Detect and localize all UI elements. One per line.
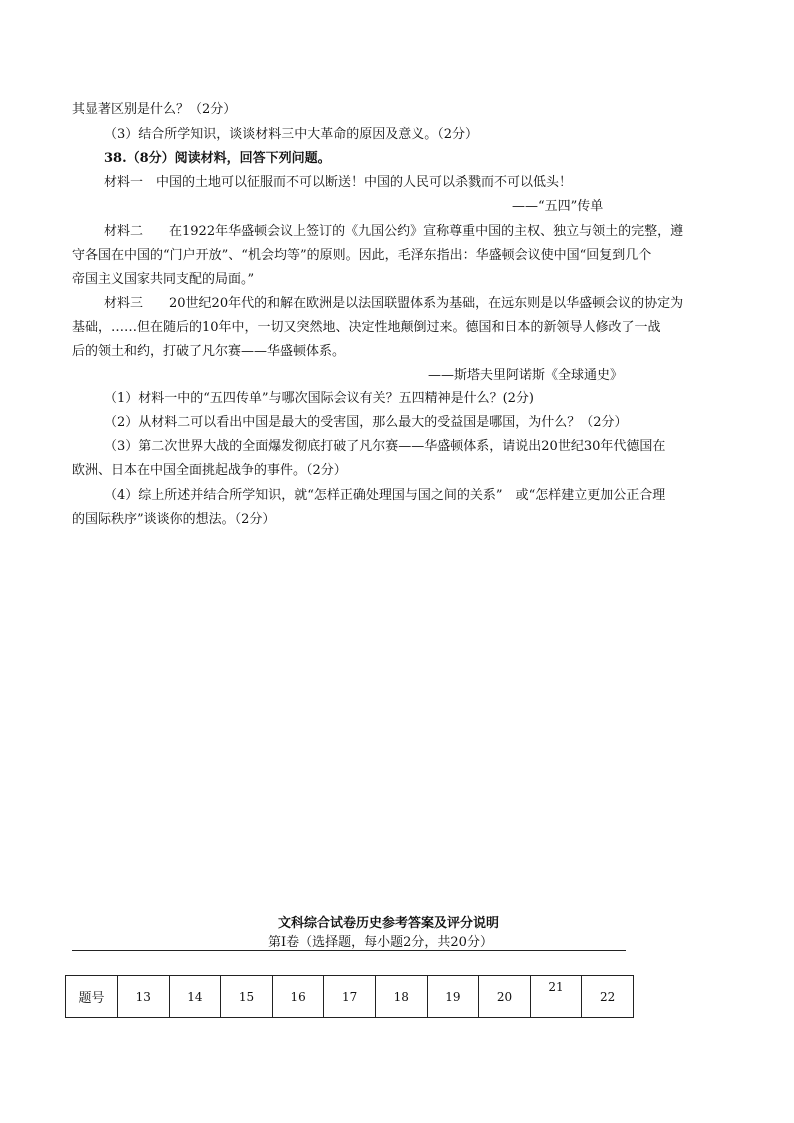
table-cell: 21 <box>530 976 582 1018</box>
answer-title: 文科综合试卷历史参考答案及评分说明 <box>278 916 500 931</box>
material-text: 材料二 在1922年华盛顿会议上签订的《九国公约》宣称尊重中国的主权、独立与领土的完整，遵 <box>104 224 684 239</box>
table-cell: 20 <box>479 976 531 1018</box>
question-text: （1）材料一中的“五四传单”与哪次国际会议有关？五四精神是什么？(2分) <box>104 391 534 406</box>
table-header-cell: 题号 <box>66 976 118 1018</box>
material-text: 帝国主义国家共同支配的局面。” <box>72 272 255 287</box>
question-text: 欧洲、日本在中国全面挑起战争的事件。（2分） <box>72 463 347 478</box>
answer-table <box>65 975 634 1018</box>
question-text: 的国际秩序”谈谈你的想法。（2分） <box>72 512 276 527</box>
table-cell: 13 <box>118 976 170 1018</box>
question-text: （3）结合所学知识，谈谈材料三中大革命的原因及意义。（2分） <box>104 127 479 142</box>
question-text: （3）第二次世界大战的全面爆发彻底打破了凡尔赛——华盛顿体系，请说出20世纪30年代德国在 <box>104 439 666 454</box>
material-text: 基础，……但在随后的10年中，一切又突然地、决定性地颠倒过来。德国和日本的新领导人修改了一战 <box>72 320 661 335</box>
table-cell: 16 <box>272 976 324 1018</box>
material-source: ——“五四”传单 <box>512 199 604 214</box>
table-cell: 17 <box>324 976 376 1018</box>
table-cell: 19 <box>427 976 479 1018</box>
table-row <box>66 976 634 1018</box>
question-text: （2）从材料二可以看出中国是最大的受害国，那么最大的受益国是哪国，为什么？（2分） <box>104 415 628 430</box>
material-text: 材料三 20世纪20年代的和解在欧洲是以法国联盟体系为基础，在远东则是以华盛顿会议的协定为 <box>104 296 684 311</box>
question-text: （4）综上所述并结合所学知识，就“怎样正确处理国与国之间的关系” 或“怎样建立更加公正合理 <box>104 488 666 503</box>
question-heading: 38.（8分）阅读材料，回答下列问题。 <box>104 151 331 166</box>
text-line: 其显著区别是什么？（2分） <box>72 102 237 117</box>
material-source: ——斯塔夫里阿诺斯《全球通史》 <box>428 368 624 383</box>
table-cell: 15 <box>221 976 273 1018</box>
divider <box>72 950 626 951</box>
material-text: 守各国在中国的“门户开放”、“机会均等”的原则。因此，毛泽东指出：华盛顿会议使中国“回复到几个 <box>72 248 652 263</box>
table-cell: 22 <box>582 976 634 1018</box>
material-text: 后的领土和约，打破了凡尔赛——华盛顿体系。 <box>72 344 346 359</box>
table-cell: 14 <box>169 976 221 1018</box>
table-cell: 18 <box>375 976 427 1018</box>
answer-subtitle: 第Ⅰ卷（选择题，每小题2分，共20分） <box>268 935 493 950</box>
material-text: 材料一 中国的土地可以征服而不可以断送！中国的人民可以杀戮而不可以低头！ <box>104 175 573 190</box>
